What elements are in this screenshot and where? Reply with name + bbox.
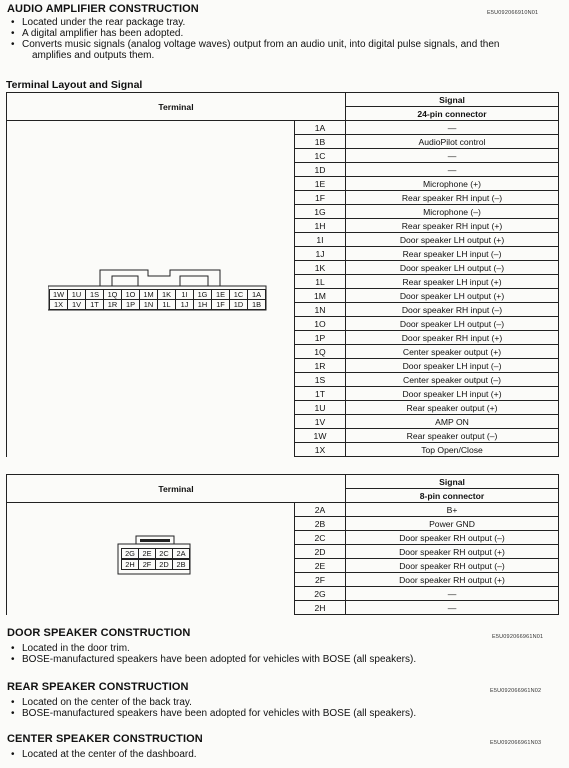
connector-pin: 1H xyxy=(193,299,212,310)
pin-cell: 1A xyxy=(295,121,346,135)
pin-cell: 2B xyxy=(295,517,346,531)
signal-cell: Microphone (–) xyxy=(346,205,559,219)
connector-pin: 1I xyxy=(175,289,194,300)
connector-pin: 1R xyxy=(103,299,122,310)
connector-header: 8-pin connector xyxy=(346,489,559,503)
connector-pin: 1J xyxy=(175,299,194,310)
connector-pin: 1O xyxy=(121,289,140,300)
connector-pin: 1X xyxy=(49,299,68,310)
center-section-code: E5U092066961N03 xyxy=(490,740,542,746)
signal-cell: Door speaker RH output (+) xyxy=(346,545,559,559)
pin-cell: 1X xyxy=(295,443,346,457)
connector-pin: 1B xyxy=(247,299,266,310)
signal-cell: Microphone (+) xyxy=(346,177,559,191)
signal-cell: Door speaker LH output (–) xyxy=(346,261,559,275)
connector-pin: 1D xyxy=(229,299,248,310)
list-item: • BOSE-manufactured speakers have been adopted for vehicles with BOSE (all speakers). xyxy=(10,708,560,719)
pin-cell: 1Q xyxy=(295,345,346,359)
signal-cell: Power GND xyxy=(346,517,559,531)
signal-header: Signal xyxy=(346,475,559,489)
pin-cell: 1W xyxy=(295,429,346,443)
signal-cell: Rear speaker output (+) xyxy=(346,401,559,415)
signal-cell: Door speaker RH output (–) xyxy=(346,559,559,573)
amp-bullet-list xyxy=(10,17,560,61)
pin-cell: 1D xyxy=(295,163,346,177)
signal-cell: — xyxy=(346,601,559,615)
signal-cell: — xyxy=(346,121,559,135)
connector-pin: 2G xyxy=(121,548,139,559)
signal-cell: Door speaker RH input (–) xyxy=(346,303,559,317)
pin-cell: 1S xyxy=(295,373,346,387)
pin-cell: 1R xyxy=(295,359,346,373)
signal-cell: Top Open/Close xyxy=(346,443,559,457)
connector-pin: 1F xyxy=(211,299,230,310)
connector-pin: 2B xyxy=(172,559,190,570)
connector-header: 24-pin connector xyxy=(346,107,559,121)
signal-cell: AMP ON xyxy=(346,415,559,429)
center-section-title: CENTER SPEAKER CONSTRUCTION xyxy=(7,733,203,745)
list-item: • Converts music signals (analog voltage waves) output from an audio unit, into digital pulse signals, and then xyxy=(10,39,560,50)
pin-cell: 1E xyxy=(295,177,346,191)
list-item: • Located under the rear package tray. xyxy=(10,17,560,28)
pin-cell: 1V xyxy=(295,415,346,429)
list-item: • BOSE-manufactured speakers have been adopted for vehicles with BOSE (all speakers). xyxy=(10,654,560,665)
signal-cell: Door speaker RH output (+) xyxy=(346,573,559,587)
rear-bullet-list xyxy=(10,697,560,719)
rear-section-title: REAR SPEAKER CONSTRUCTION xyxy=(7,681,189,693)
table-row xyxy=(7,503,559,517)
terminal-layout-title: Terminal Layout and Signal xyxy=(6,79,143,91)
pin-cell: 2G xyxy=(295,587,346,601)
pin-cell: 1C xyxy=(295,149,346,163)
signal-cell: Door speaker LH input (–) xyxy=(346,359,559,373)
signal-cell: Rear speaker RH input (+) xyxy=(346,219,559,233)
amp-section-title: AUDIO AMPLIFIER CONSTRUCTION xyxy=(7,3,199,15)
connector-pin: 2H xyxy=(121,559,139,570)
signal-cell: Center speaker output (–) xyxy=(346,373,559,387)
signal-header: Signal xyxy=(346,93,559,107)
pin-cell: 1U xyxy=(295,401,346,415)
signal-cell: Rear speaker LH input (+) xyxy=(346,275,559,289)
door-bullet-list xyxy=(10,643,560,665)
pin-cell: 1L xyxy=(295,275,346,289)
connector-pin: 1W xyxy=(49,289,68,300)
pin-cell: 2H xyxy=(295,601,346,615)
connector-pin: 1K xyxy=(157,289,176,300)
signal-cell: Door speaker LH output (+) xyxy=(346,233,559,247)
connector-pin: 2E xyxy=(138,548,156,559)
list-item: amplifies and outputs them. xyxy=(32,50,155,61)
connector-pin: 1C xyxy=(229,289,248,300)
pin-cell: 2C xyxy=(295,531,346,545)
pin-cell: 1K xyxy=(295,261,346,275)
connector-pin: 2F xyxy=(138,559,156,570)
list-item: • Located on the center of the back tray. xyxy=(10,697,560,708)
connector-pin: 1L xyxy=(157,299,176,310)
terminal-table-8pin xyxy=(6,474,559,615)
pin-cell: 2D xyxy=(295,545,346,559)
signal-cell: B+ xyxy=(346,503,559,517)
connector-pin: 1N xyxy=(139,299,158,310)
connector-pin: 1G xyxy=(193,289,212,300)
connector-pin: 1Q xyxy=(103,289,122,300)
door-section-code: E5U092066961N01 xyxy=(492,634,544,640)
pin-cell: 1I xyxy=(295,233,346,247)
pin-cell: 1T xyxy=(295,387,346,401)
pin-cell: 1P xyxy=(295,331,346,345)
signal-cell: — xyxy=(346,149,559,163)
connector-pin: 2C xyxy=(155,548,173,559)
door-section-title: DOOR SPEAKER CONSTRUCTION xyxy=(7,627,191,639)
pin-cell: 1B xyxy=(295,135,346,149)
connector-pin: 1S xyxy=(85,289,104,300)
center-bullet-list xyxy=(10,749,560,760)
signal-cell: Rear speaker output (–) xyxy=(346,429,559,443)
amp-section-code: E5U092066910N01 xyxy=(487,10,539,16)
pin-cell: 2A xyxy=(295,503,346,517)
connector-pin: 1V xyxy=(67,299,86,310)
pin-cell: 1F xyxy=(295,191,346,205)
list-item: • A digital amplifier has been adopted. xyxy=(10,28,560,39)
terminal-header: Terminal xyxy=(7,475,346,503)
connector-pin: 2A xyxy=(172,548,190,559)
pin-cell: 2F xyxy=(295,573,346,587)
pin-cell: 1M xyxy=(295,289,346,303)
signal-cell: — xyxy=(346,587,559,601)
signal-cell: Center speaker output (+) xyxy=(346,345,559,359)
pin-cell: 1H xyxy=(295,219,346,233)
signal-cell: Door speaker LH output (+) xyxy=(346,289,559,303)
pin-cell: 1O xyxy=(295,317,346,331)
signal-cell: Door speaker RH output (–) xyxy=(346,531,559,545)
pin-cell: 2E xyxy=(295,559,346,573)
connector-pin: 1P xyxy=(121,299,140,310)
signal-cell: Rear speaker LH input (–) xyxy=(346,247,559,261)
pin-cell: 1G xyxy=(295,205,346,219)
signal-cell: Door speaker LH input (+) xyxy=(346,387,559,401)
connector-pin: 1A xyxy=(247,289,266,300)
list-item: • Located at the center of the dashboard. xyxy=(10,749,560,760)
rear-section-code: E5U092066961N02 xyxy=(490,688,542,694)
signal-cell: — xyxy=(346,163,559,177)
connector-pin: 2D xyxy=(155,559,173,570)
table-row xyxy=(7,121,559,135)
signal-cell: Door speaker RH input (+) xyxy=(346,331,559,345)
pin-cell: 1J xyxy=(295,247,346,261)
connector-pin: 1U xyxy=(67,289,86,300)
connector-pin: 1M xyxy=(139,289,158,300)
signal-cell: AudioPilot control xyxy=(346,135,559,149)
signal-cell: Door speaker LH output (–) xyxy=(346,317,559,331)
connector-pin: 1T xyxy=(85,299,104,310)
terminal-header: Terminal xyxy=(7,93,346,121)
connector-pin: 1E xyxy=(211,289,230,300)
pin-cell: 1N xyxy=(295,303,346,317)
list-item: • Located in the door trim. xyxy=(10,643,560,654)
signal-cell: Rear speaker RH input (–) xyxy=(346,191,559,205)
